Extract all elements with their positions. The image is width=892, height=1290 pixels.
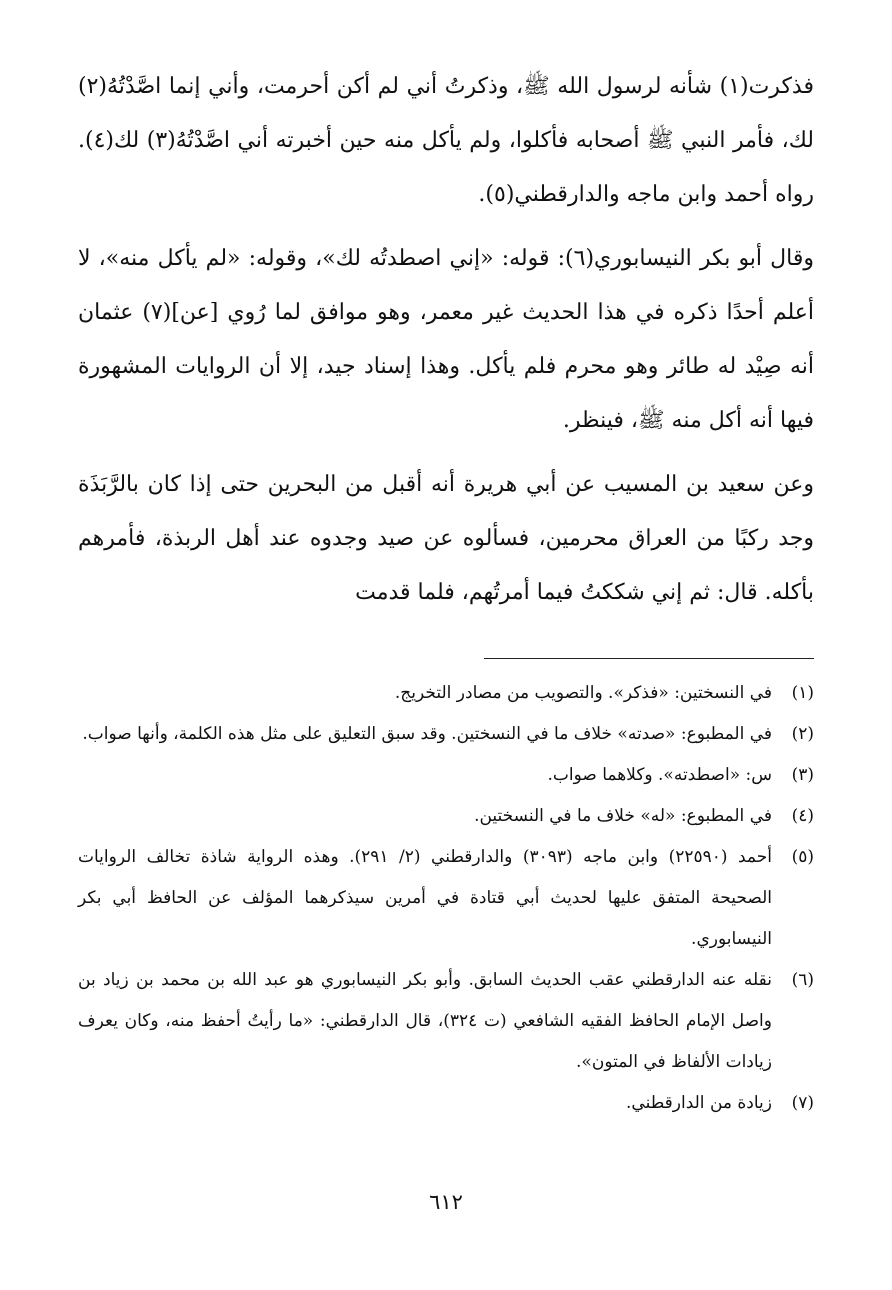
footnote-5 <box>78 837 814 960</box>
footnote-text: في المطبوع: «له» خلاف ما في النسختين. <box>474 806 772 826</box>
footnote-7 <box>78 1083 814 1124</box>
paragraph-2: وقال أبو بكر النيسابوري(٦): قوله: «إني اصطدتُه لك»، وقوله: «لم يأكل منه»، لا أعلم أحدًا ذكره في هذا الحديث غير معمر، وهو موافق لما رُوي [عن](٧) عثمان أنه صِيْد له طائر وهو محرم فلم يأكل. وهذا إسناد جيد، إلا أن الروايات المشهورة فيها أنه أكل منه ﷺ، فينظر. <box>78 246 815 433</box>
footnote-text: س: «اصطدته». وكلاهما صواب. <box>547 765 772 785</box>
footnote-text: في النسختين: «فذكر». والتصويب من مصادر التخريج. <box>394 683 772 703</box>
footnote-4 <box>78 796 814 837</box>
footnote-number: (١) <box>791 683 814 703</box>
footnote-number: (٧) <box>791 1093 814 1113</box>
footnote-text: زيادة من الدارقطني. <box>626 1093 772 1113</box>
footnote-number: (٣) <box>791 765 814 785</box>
footnote-text: نقله عنه الدارقطني عقب الحديث السابق. وأبو بكر النيسابوري هو عبد الله بن محمد بن زياد بن واصل الإمام الحافظ الفقيه الشافعي (ت ٣٢٤)، قال الدارقطني: «ما رأيتُ أحفظ منه، وكان يعرف زيادات الألفاظ في المتون». <box>78 970 772 1072</box>
footnote-2 <box>78 714 814 755</box>
footnotes <box>78 673 814 1124</box>
footnote-number: (٤) <box>791 806 814 826</box>
footnote-text: في المطبوع: «صدته» خلاف ما في النسختين. وقد سبق التعليق على مثل هذه الكلمة، وأنها صواب. <box>82 724 772 744</box>
footnote-number: (٦) <box>791 970 814 990</box>
footnote-1 <box>78 673 814 714</box>
footnote-text: أحمد (٢٢٥٩٠) وابن ماجه (٣٠٩٣) والدارقطني (٢/ ٢٩١). وهذه الرواية شاذة تخالف الروايات الصحيحة المتفق عليها لحديث أبي قتادة في أمرين سيذكرهما المؤلف عن الحافظ أبي بكر النيسابوري. <box>78 847 772 949</box>
footnote-number: (٥) <box>791 847 814 867</box>
paragraph-1: فذكرت(١) شأنه لرسول الله ﷺ، وذكرتُ أني لم أكن أحرمت، وأني إنما اصَّدْتُهُ(٢) لك، فأمر النبي ﷺ أصحابه فأكلوا، ولم يأكل منه حين أخبرته أني اصَّدْتُهُ(٣) لك(٤). رواه أحمد وابن ماجه والدارقطني(٥). <box>78 74 814 207</box>
footnote-6 <box>78 960 814 1083</box>
footnote-divider <box>484 658 814 659</box>
page-number: ٦١٢ <box>429 1190 463 1214</box>
main-text <box>78 60 814 620</box>
paragraph-3: وعن سعيد بن المسيب عن أبي هريرة أنه أقبل من البحرين حتى إذا كان بالرَّبَذَة وجد ركبًا من العراق محرمين، فسألوه عن صيد وجدوه عند أهل الربذة، فأمرهم بأكله. قال: ثم إني شككتُ فيما أمرتُهم، فلما قدمت <box>78 472 814 605</box>
footnote-3 <box>78 755 814 796</box>
footnote-number: (٢) <box>791 724 814 744</box>
